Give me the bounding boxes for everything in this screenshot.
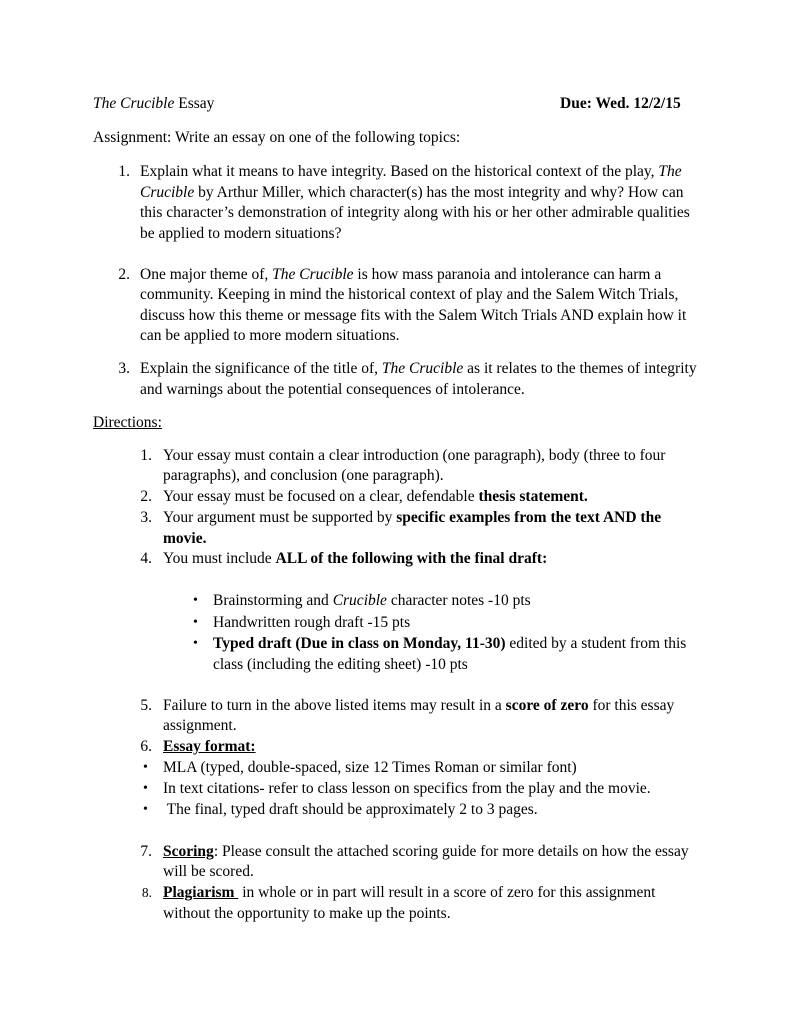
topic-text: One major theme of, [140,266,273,283]
topic-text: Explain the significance of the title of, [140,360,382,377]
direction-number: 5. [140,697,152,714]
topic-text: is how mass paranoia and intolerance can harm a [353,266,662,283]
topic-line: discuss how this theme or message fits with the Salem Witch Trials AND explain how it [140,307,687,324]
topic-line [140,359,697,380]
direction-number: 4. [140,550,152,567]
topic-line [140,265,661,286]
direction-bold: ALL of the following with the final draft: [275,550,548,567]
direction-bold: specific examples from the text AND the [396,509,662,526]
bullet-glyph: • [143,802,148,817]
topic-text: Explain what it means to have integrity. Based on the historical context of the play, [140,163,659,180]
title-rest: Essay [174,95,215,112]
bullet-line [213,591,531,612]
topic-line: be applied to modern situations? [140,225,342,242]
bullet-line: Handwritten rough draft -15 pts [213,614,411,631]
direction-line: paragraphs), and conclusion (one paragraph). [163,467,444,484]
topic-line: this character’s demonstration of integrity along with his or her other admirable qualities [140,204,690,221]
document-title [93,94,214,115]
bullet-line: MLA (typed, double-spaced, size 12 Times Roman or similar font) [163,759,577,776]
direction-line: will be scored. [163,863,254,880]
direction-text: for this essay [588,697,675,714]
plagiarism-label: Plagiarism [163,884,239,901]
direction-text: Failure to turn in the above listed items may result in a [163,697,506,714]
direction-text: Your argument must be supported by [163,509,397,526]
topic-number: 3. [118,360,130,377]
direction-line [163,842,689,863]
bullet-line: The final, typed draft should be approximately 2 to 3 pages. [163,801,538,818]
direction-line: Your essay must contain a clear introduction (one paragraph), body (three to four [163,447,666,464]
direction-number: 2. [140,488,152,505]
bullet-line [213,634,686,655]
direction-text: in whole or in part will result in a score of zero for this assignment [238,884,656,901]
bullet-italic: Crucible [332,592,387,609]
direction-number: 3. [140,509,152,526]
topic-line: community. Keeping in mind the historical context of play and the Salem Witch Trials, [140,286,679,303]
title-italic: The Crucible [93,95,175,112]
direction-text: You must include [163,550,276,567]
bullet-glyph: • [193,636,198,651]
direction-bold: score of zero [505,697,589,714]
bullet-text: Brainstorming and [213,592,333,609]
direction-text: Your essay must be focused on a clear, defendable [163,488,479,505]
bullet-line: class (including the editing sheet) -10 pts [213,656,468,673]
topic-line: can be applied to more modern situations. [140,327,400,344]
due-date: Due: Wed. 12/2/15 [560,95,681,112]
bullet-glyph: • [193,615,198,630]
bullet-glyph: • [193,593,198,608]
direction-line: without the opportunity to make up the points. [163,905,451,922]
direction-number: 1. [140,447,152,464]
topic-italic: Crucible [140,184,195,201]
topic-number: 2. [118,266,130,283]
topic-text: as it relates to the themes of integrity [463,360,697,377]
direction-number: 8. [141,885,152,900]
bullet-glyph: • [143,760,148,775]
topic-number: 1. [118,163,130,180]
direction-number: 7. [140,843,152,860]
direction-line [163,696,674,717]
topic-line [140,183,683,204]
essay-format-label: Essay format: [163,738,256,755]
bullet-bold: Typed draft (Due in class on Monday, 11-30) [213,635,506,652]
topic-italic: The Crucible [381,360,464,377]
topic-italic: The Crucible [272,266,354,283]
directions-heading: Directions: [93,414,162,431]
bullet-line: In text citations- refer to class lesson on specifics from the play and the movie. [163,780,651,797]
direction-number: 6. [140,738,152,755]
direction-line [163,549,547,570]
direction-line: assignment. [163,717,237,734]
bullet-text: character notes -10 pts [386,592,531,609]
direction-line [163,883,655,904]
scoring-label: Scoring [163,843,214,860]
direction-text: : Please consult the attached scoring guide for more details on how the essay [213,843,689,860]
bullet-text: edited by a student from this [505,635,687,652]
assignment-intro: Assignment: Write an essay on one of the following topics: [93,129,461,146]
topic-italic: The [658,163,682,180]
topic-line: and warnings about the potential consequences of intolerance. [140,381,525,398]
topic-text: by Arthur Miller, which character(s) has the most integrity and why? How can [194,184,684,201]
direction-bold: thesis statement. [478,488,588,505]
bullet-glyph: • [143,781,148,796]
direction-line: movie. [163,530,207,547]
topic-line [140,162,682,183]
direction-line [163,508,661,529]
direction-line [163,487,588,508]
